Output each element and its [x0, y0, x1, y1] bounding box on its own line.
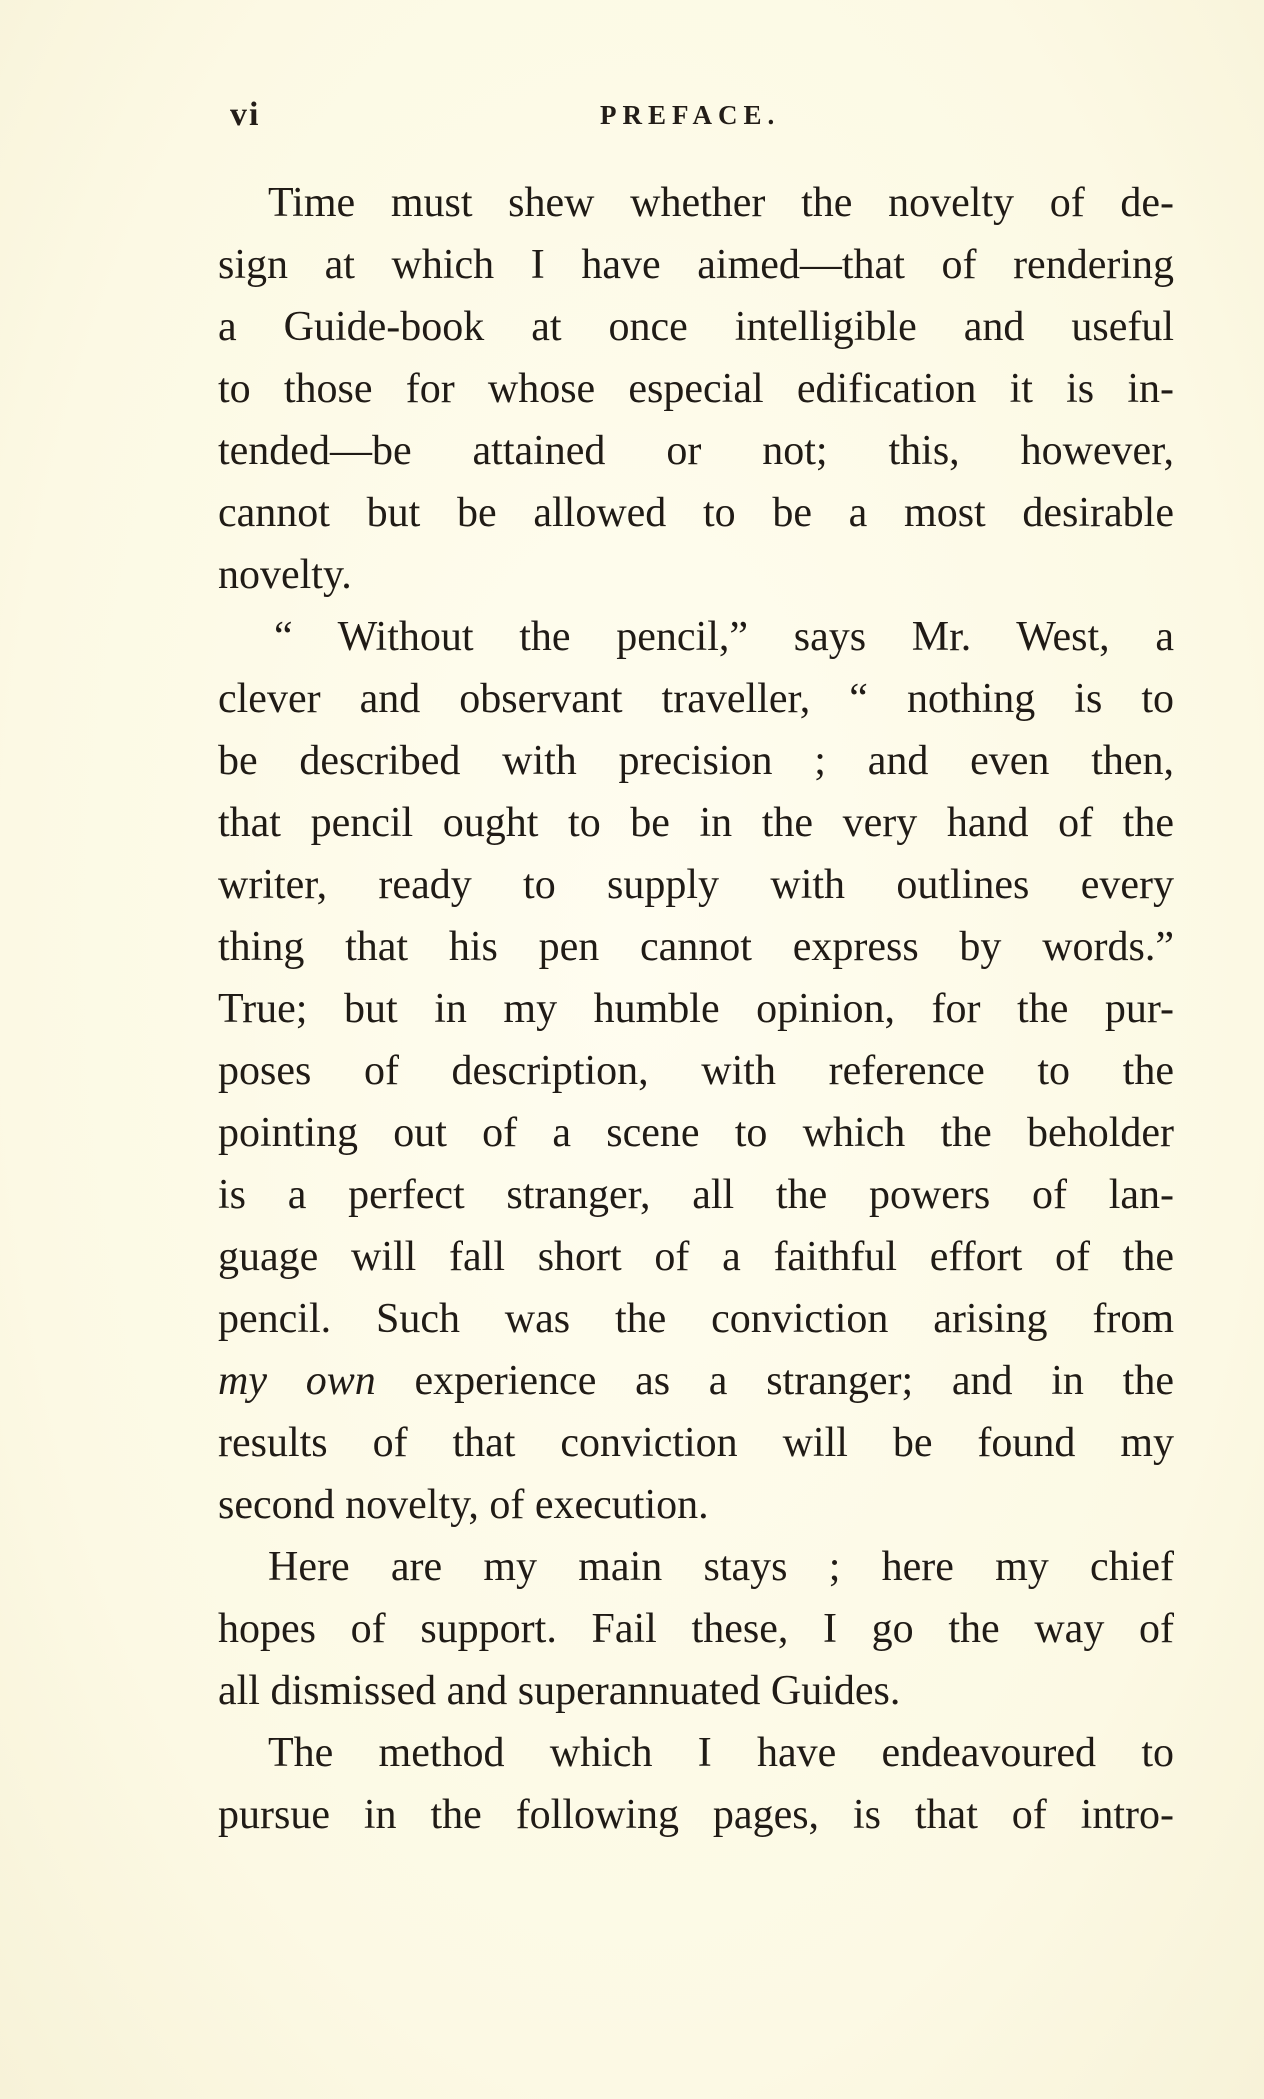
text-line: sign at which I have aimed—that of rendering	[218, 242, 1174, 288]
text-line: a Guide-book at once intelligible and useful	[218, 304, 1174, 350]
line-continuation: experience as a stranger; and in the	[375, 1358, 1174, 1404]
text-line: is a perfect stranger, all the powers of lan-	[218, 1172, 1174, 1218]
text-line: pointing out of a scene to which the beholder	[218, 1110, 1174, 1156]
text-line: that pencil ought to be in the very hand of the	[218, 800, 1174, 846]
text-line: cannot but be allowed to be a most desirable	[218, 490, 1174, 536]
text-line: to those for whose especial edification it is in-	[218, 366, 1174, 412]
text-line: all dismissed and superannuated Guides.	[218, 1668, 901, 1714]
text-line: thing that his pen cannot express by words.”	[218, 924, 1174, 970]
text-line: tended—be attained or not; this, however,	[218, 428, 1174, 474]
running-title: PREFACE.	[600, 100, 781, 130]
text-line: results of that conviction will be found my	[218, 1420, 1174, 1466]
text-line: writer, ready to supply with outlines every	[218, 862, 1174, 908]
text-line: be described with precision ; and even then,	[218, 738, 1174, 784]
text-line: hopes of support. Fail these, I go the way of	[218, 1606, 1174, 1652]
running-head	[0, 96, 1264, 136]
text-line: pursue in the following pages, is that of intro-	[218, 1792, 1174, 1838]
italic-emphasis: my own	[218, 1358, 376, 1404]
body-text	[218, 172, 1174, 1846]
text-line: pencil. Such was the conviction arising from	[218, 1296, 1174, 1342]
text-line	[218, 1350, 1174, 1412]
text-line: Time must shew whether the novelty of de-	[268, 180, 1174, 226]
text-line: poses of description, with reference to the	[218, 1048, 1174, 1094]
page-number: vi	[230, 96, 261, 133]
text-line: Here are my main stays ; here my chief	[268, 1544, 1174, 1590]
text-line: guage will fall short of a faithful effort of the	[218, 1234, 1174, 1280]
text-line: The method which I have endeavoured to	[268, 1730, 1174, 1776]
text-line: “ Without the pencil,” says Mr. West, a	[274, 614, 1174, 660]
text-line: second novelty, of execution.	[218, 1482, 709, 1528]
text-line: clever and observant traveller, “ nothing is to	[218, 676, 1174, 722]
text-line: novelty.	[218, 552, 352, 598]
text-line: True; but in my humble opinion, for the pur-	[218, 986, 1174, 1032]
